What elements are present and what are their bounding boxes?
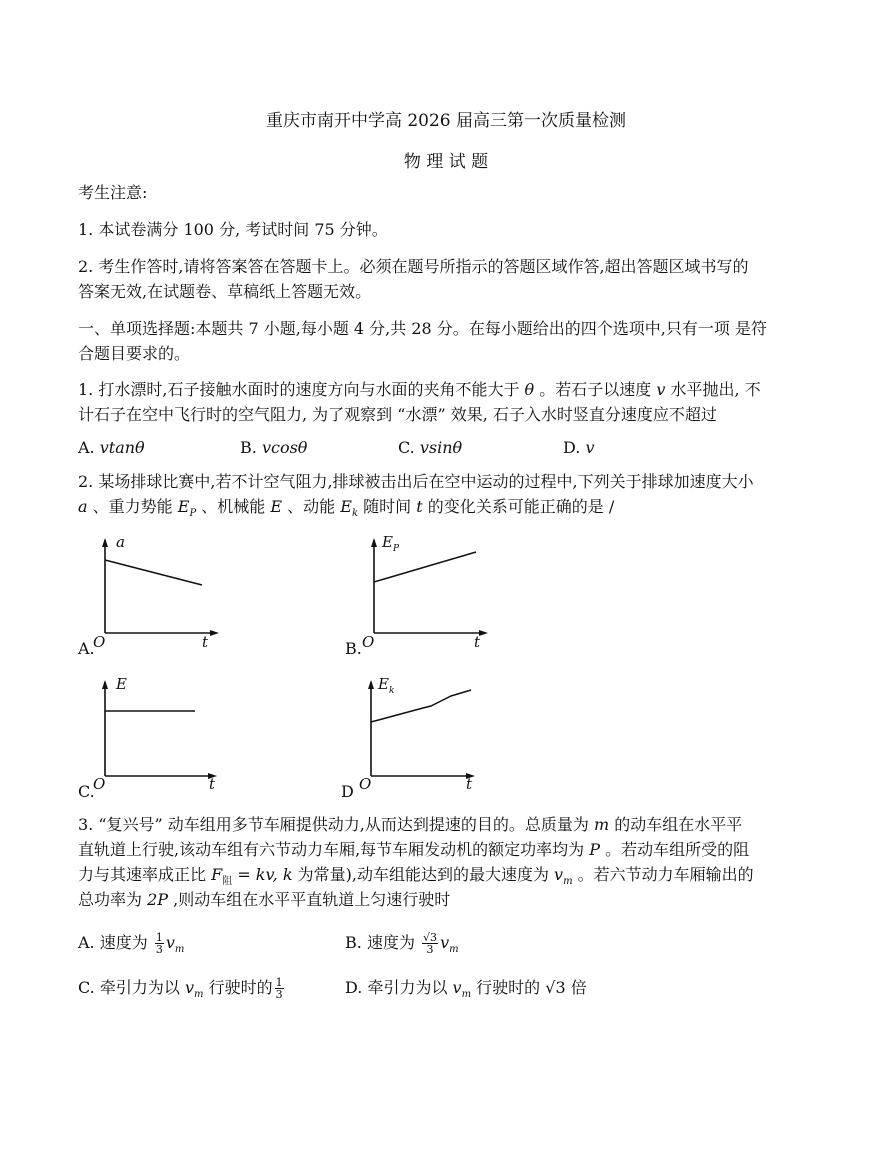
q2-ek: $E_k$ [340,497,359,520]
q1-option-c-letter: C. [398,438,415,457]
q3-text-2b: 。若动车组所受的阻 [605,840,750,859]
graph-a-y-arrow [102,538,108,547]
q3-option-c [78,975,286,1008]
q3-text-4b: ,则动车组在水平平直轨道上匀速行驶时 [173,890,451,909]
q3-option-d-text: 牵引力为以 [367,978,448,997]
q3-option-b [345,930,459,963]
q3-option-d-letter: D. [345,978,363,997]
notice-item-2-cont: 答案无效,在试题卷、草稿纸上答题无效。 [78,282,372,301]
q3-option-c-letter: C. [78,978,95,997]
q3-option-b-text: 速度为 [366,933,415,952]
notice-item-1: 1. 本试卷满分 100 分, 考试时间 75 分钟。 [78,220,388,239]
notice-item-2: 2. 考生作答时,请将答案答在答题卡上。必须在题号所指示的答题区域作答,超出答题区域书写的 [78,257,749,276]
q3-option-d-mid: 行驶时的 [476,978,541,997]
q3-option-c-vm: $v_m$ [184,978,204,1001]
q2-ep: $E_P$ [177,497,197,520]
graph-b-origin: O [362,633,375,651]
q1-option-c-text: vsinθ [419,438,463,457]
graph-d-origin: O [359,775,372,793]
q3-vm: $v_m$ [554,865,573,888]
q2-stem-line1: 2. 某场排球比赛中,若不计空气阻力,排球被击出后在空中运动的过程中,下列关于排球加速度大小 [78,472,754,491]
exam-subtitle: 物 理 试 题 [403,152,489,172]
q3-text-3a: 力与其速率成正比 [78,865,207,884]
graph-a-letter: A. [78,639,95,658]
q3-eq: = kv, k [237,865,293,884]
q2-text-ek: 、动能 [287,497,336,516]
graph-a-x-arrow [210,630,219,636]
q3-option-b-letter: B. [345,933,362,952]
graph-d-letter: D [341,782,354,801]
q3-option-b-fraction: $\frac{√3}{3}$ [423,931,438,956]
q3-option-d-vm: $v_m$ [452,978,472,1001]
q1-stem-line1 [78,377,761,403]
q1-v: v [656,380,666,399]
q2-text-e: 、机械能 [201,497,266,516]
graph-b-x-label: t [474,633,481,651]
q1-option-a [78,435,145,461]
q3-option-d-root: √3 [545,978,566,997]
section-heading-line1: 一、单项选择题:本题共 7 小题,每小题 4 分,共 28 分。在每小题给出的四个选项中,只有一项 是符 [78,319,767,338]
q1-option-b [240,435,307,461]
q3-text-3c: 。若六节动力车厢输出的 [577,865,754,884]
q2-a: a [78,497,88,516]
graph-c-letter: C. [78,782,95,801]
graph-c-origin: O [93,775,106,793]
q3-option-b-vm: $v_m$ [440,933,459,956]
q2-stem-line2 [78,494,614,527]
q3-option-d-tail: 倍 [570,978,587,997]
graph-d [361,680,491,790]
q1-theta: θ [524,380,535,399]
q3-text-1b: 的动车组在水平平 [614,815,743,834]
q1-option-b-text: vcosθ [261,438,308,457]
q3-option-a-fraction: $\frac{1}{3}$ [155,931,163,956]
q1-option-d [563,435,594,461]
q2-e: E [270,497,283,516]
q1-text-b: 。若石子以速度 [539,380,652,399]
graph-a [95,538,225,648]
q1-option-b-letter: B. [240,438,257,457]
q1-text-c: 水平抛出, 不 [670,380,761,399]
graph-b [364,538,494,648]
notice-heading: 考生注意: [78,183,148,202]
q2-text-t: 随时间 [363,497,412,516]
q3-option-c-mid: 行驶时的 [208,978,273,997]
q1-option-d-letter: D. [563,438,581,457]
q3-m: m [593,815,610,834]
q1-stem-line2: 计石子在空中飞行时的空气阻力, 为了观察到 “水漂” 效果, 石子入水时竖直分速度应不超过 [78,405,717,424]
graph-d-x-label: t [466,775,473,793]
graph-c-y-label: E [116,675,127,693]
q3-text-3b: 为常量),动车组能达到的最大速度为 [297,865,549,884]
graph-d-y-arrow [368,680,374,689]
q1-option-c [398,435,462,461]
q3-option-d [345,975,587,1008]
q3-text-2a: 直轨道上行驶,该动车组有六节动力车厢,每节车厢发动机的额定功率均为 [78,840,585,859]
q3-text-4a: 总功率为 [78,890,143,909]
q2-t: t [416,497,423,516]
graph-c-x-label: t [209,775,216,793]
q1-option-a-text: vtanθ [99,438,145,457]
q3-stem-line1 [78,812,742,838]
q3-2P: 2P [147,890,169,909]
q3-stem-line2 [78,837,749,863]
q2-text-ep: 、重力势能 [92,497,173,516]
exam-title: 重庆市南开中学高 2026 届高三第一次质量检测 [265,111,627,131]
q3-option-a [78,930,184,963]
q3-stem-line4 [78,887,450,913]
graph-b-letter: B. [345,639,362,658]
q3-text-1a: 3. “复兴号” 动车组用多节车厢提供动力,从而达到提速的目的。总质量为 [78,815,589,834]
graph-b-y-arrow [371,538,377,547]
graph-a-line [105,560,202,585]
graph-a-y-label: a [116,533,125,551]
q2-text-end: 的变化关系可能正确的是 [427,497,604,516]
q3-P: P [589,840,601,859]
graph-b-y-label: $E_P$ [382,533,400,554]
graph-b-x-arrow [479,630,488,636]
graph-c-y-arrow [102,680,108,689]
q3-F: $F_阻$ [211,865,233,888]
graph-d-y-label: $E_k$ [378,675,395,696]
q1-option-d-text: v [585,438,595,457]
q1-option-a-letter: A. [78,438,95,457]
q3-option-c-text: 牵引力为以 [99,978,180,997]
section-heading-line2: 合题目要求的。 [78,344,191,363]
q3-option-a-letter: A. [78,933,95,952]
q1-text-a: 1. 打水漂时,石子接触水面时的速度方向与水面的夹角不能大于 [78,380,520,399]
graph-a-x-label: t [202,633,209,651]
q3-option-a-text: 速度为 [99,933,148,952]
graph-b-line [374,552,476,582]
q3-option-a-vm: $v_m$ [165,933,185,956]
graph-c [95,680,225,790]
graph-a-origin: O [93,633,106,651]
q3-option-c-fraction: $\frac{1}{3}$ [275,976,283,1001]
q2-slash: / [608,497,615,516]
